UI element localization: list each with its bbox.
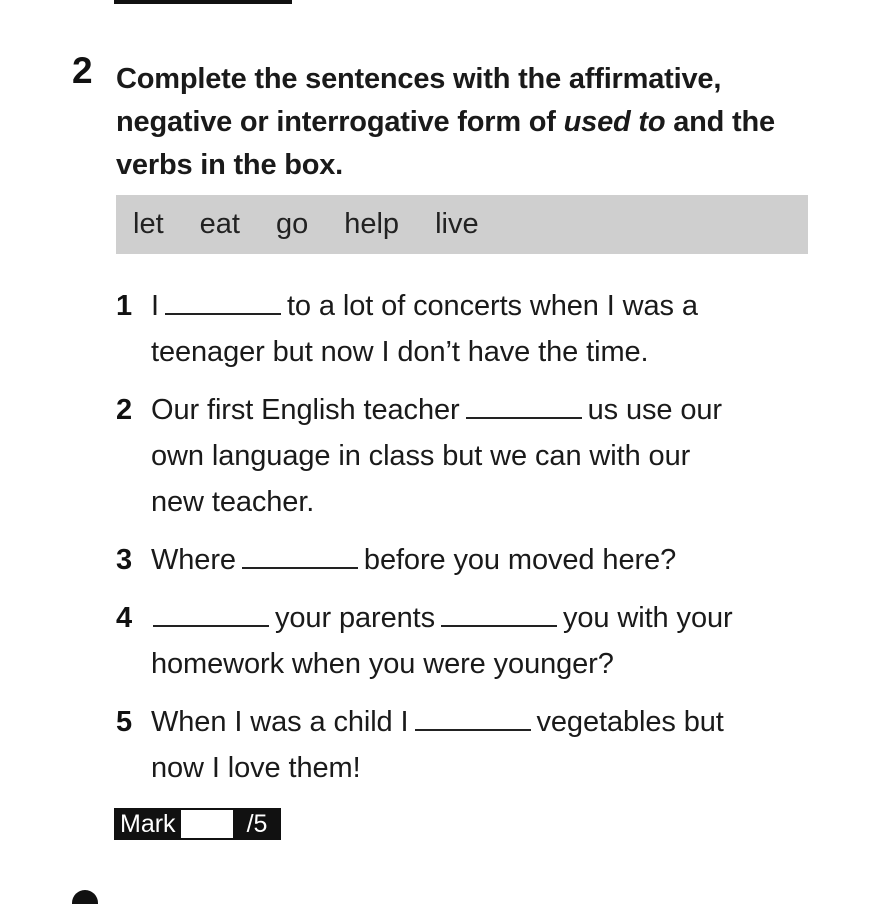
answer-blank[interactable] [415,707,531,731]
sentence-line [151,387,836,433]
word-box-item: eat [199,208,240,240]
instruction-line-1: Complete the sentences with the affirmative, [116,63,722,95]
sentence-fragment: us use our [587,394,722,426]
sentence-line: now I love them! [151,752,361,784]
word-box [116,195,808,254]
instruction-text: and the [665,106,775,138]
word-box-item: live [435,208,479,240]
sentence-text [151,283,836,375]
sentence-fragment: vegetables but [536,706,724,738]
answer-blank[interactable] [441,603,557,627]
sentence-number: 1 [116,290,133,322]
instruction-text: negative or interrogative form of [116,106,564,138]
sentence-list [116,283,836,803]
sentence-text [151,699,836,791]
mark-total: /5 [246,810,268,838]
mark-box [114,808,281,840]
sentence-line [151,283,836,329]
sentence-fragment: Our first English teacher [151,394,460,426]
sentence-number: 4 [116,602,133,634]
sentence-fragment: to a lot of concerts when I was a [286,290,698,322]
sentence-item-3 [116,537,836,583]
instruction-italic-phrase: used to [563,106,666,138]
sentence-fragment: Where [151,544,236,576]
sentence-fragment: you with your [563,602,733,634]
sentence-line: teenager but now I don’t have the time. [151,336,649,368]
mark-score-field[interactable] [181,810,233,838]
sentence-line [151,699,836,745]
sentence-number: 3 [116,544,133,576]
sentence-line: homework when you were younger? [151,648,614,680]
sentence-item-5 [116,699,836,791]
next-exercise-number-remnant [72,890,98,904]
sentence-item-1 [116,283,836,375]
sentence-fragment: I [151,290,159,322]
sentence-text [151,595,836,687]
word-box-item: help [344,208,400,240]
exercise-instruction [116,58,836,187]
sentence-number: 2 [116,394,133,426]
word-box-item: go [275,208,309,240]
previous-mark-box-remnant [114,0,292,4]
answer-blank[interactable] [165,291,281,315]
sentence-line [151,595,836,641]
sentence-number: 5 [116,706,133,738]
sentence-text [151,387,836,525]
sentence-line [151,537,836,583]
answer-blank[interactable] [466,395,582,419]
sentence-item-4 [116,595,836,687]
exercise-number: 2 [72,50,93,91]
answer-blank[interactable] [242,545,358,569]
sentence-fragment: before you moved here? [363,544,677,576]
mark-label: Mark [120,810,176,838]
sentence-item-2 [116,387,836,525]
sentence-line: own language in class but we can with our [151,440,691,472]
sentence-line: new teacher. [151,486,315,518]
instruction-line-2 [116,101,836,144]
word-box-item: let [133,208,164,240]
sentence-fragment: your parents [275,602,435,634]
sentence-text [151,537,836,583]
instruction-line-3: verbs in the box. [116,149,344,181]
sentence-fragment: When I was a child I [151,706,409,738]
answer-blank[interactable] [153,603,269,627]
